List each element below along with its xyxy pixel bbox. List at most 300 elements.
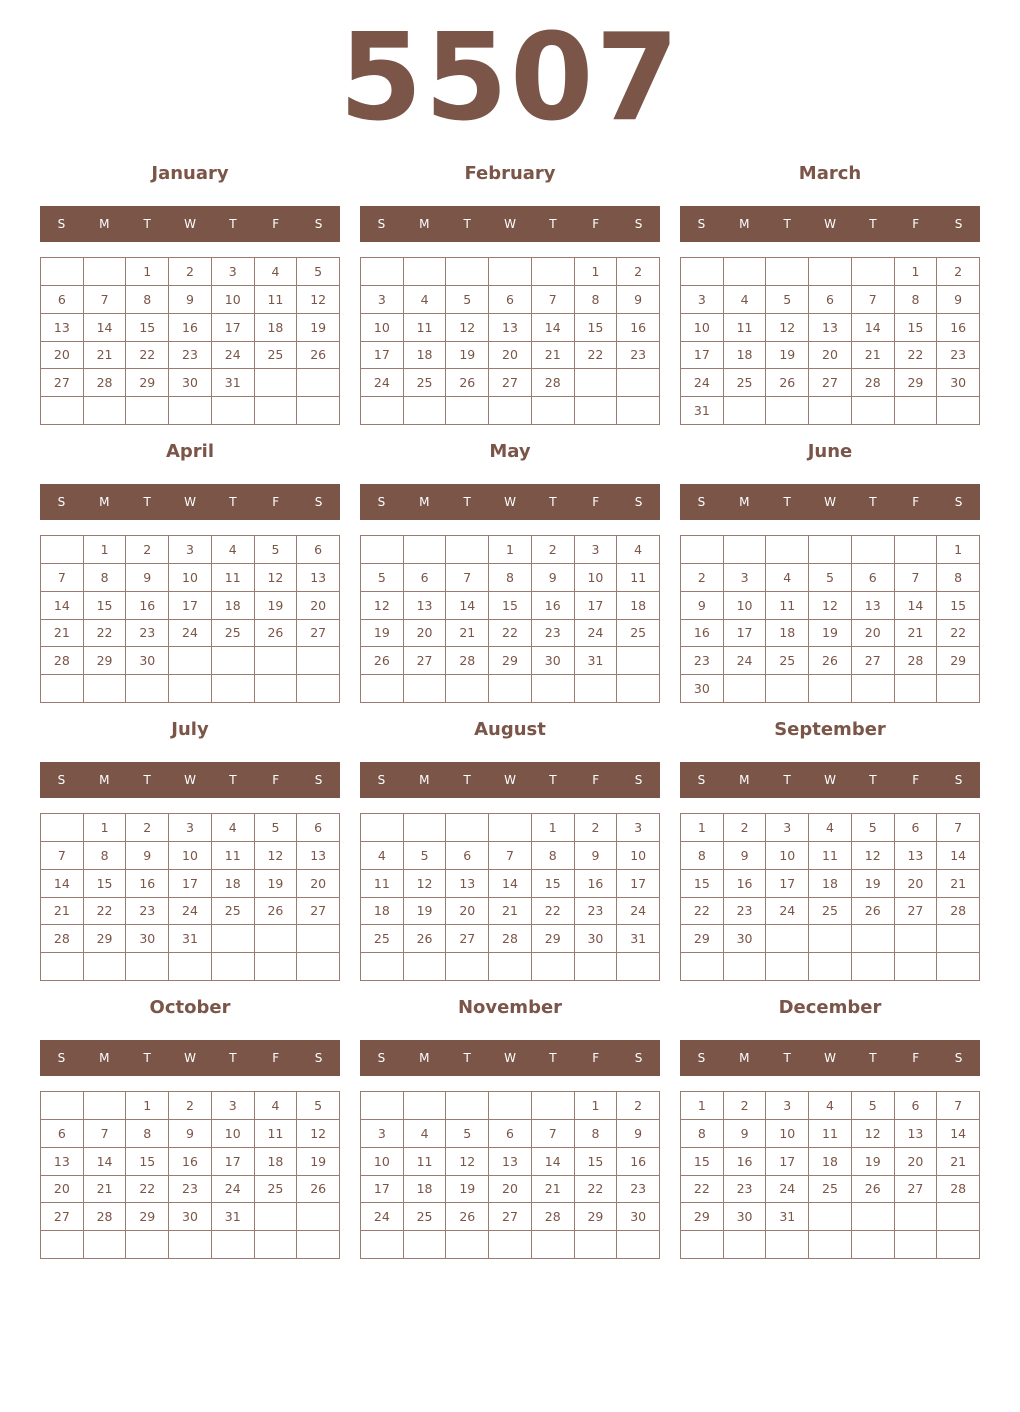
weekday-label: F [272, 495, 280, 509]
day-cell: 23 [575, 898, 618, 926]
day-cell: 17 [766, 870, 809, 898]
day-cell: 12 [404, 870, 447, 898]
day-cell: 24 [617, 898, 660, 926]
empty-cell [404, 258, 447, 286]
weekday-label: T [869, 495, 877, 509]
weekday-label: T [869, 217, 877, 231]
weekday-label: S [377, 495, 386, 509]
weekday-label: F [912, 1051, 920, 1065]
day-cell: 24 [169, 620, 212, 648]
empty-cell [297, 397, 340, 425]
day-cell: 4 [404, 286, 447, 314]
empty-cell [41, 675, 84, 703]
weekday-label: S [634, 217, 643, 231]
weekday-label: S [954, 217, 963, 231]
day-cell: 9 [617, 286, 660, 314]
empty-cell [255, 1203, 298, 1231]
day-cell: 26 [852, 1176, 895, 1204]
empty-cell [895, 536, 938, 564]
day-cell: 26 [809, 647, 852, 675]
empty-cell [489, 397, 532, 425]
day-cell: 11 [361, 870, 404, 898]
weekday-header [40, 1040, 340, 1076]
weekday-label: T [229, 217, 237, 231]
day-cell: 11 [809, 1120, 852, 1148]
day-cell: 5 [404, 842, 447, 870]
day-cell: 29 [532, 925, 575, 953]
day-cell: 5 [255, 536, 298, 564]
empty-cell [724, 953, 767, 981]
day-cell: 17 [212, 1148, 255, 1176]
day-cell: 12 [852, 1120, 895, 1148]
weekday-label: S [697, 773, 706, 787]
weekday-header [360, 206, 660, 242]
weekday-label: W [824, 217, 836, 231]
day-cell: 9 [617, 1120, 660, 1148]
weekday-label: S [377, 217, 386, 231]
day-cell: 30 [169, 1203, 212, 1231]
weekday-header [680, 484, 980, 520]
month-name: April [165, 441, 215, 462]
day-cell: 15 [126, 1148, 169, 1176]
day-cell: 9 [575, 842, 618, 870]
day-cell: 18 [212, 592, 255, 620]
weekday-label: S [377, 1051, 386, 1065]
weekday-label: W [184, 1051, 196, 1065]
empty-cell [41, 1092, 84, 1120]
empty-cell [41, 814, 84, 842]
weekday-label: F [272, 217, 280, 231]
day-cell: 26 [446, 1203, 489, 1231]
weekday-label: F [912, 495, 920, 509]
empty-cell [809, 397, 852, 425]
day-cell: 24 [212, 1176, 255, 1204]
month-name: January [151, 163, 229, 184]
day-cell: 28 [446, 647, 489, 675]
day-cell: 3 [361, 286, 404, 314]
weekday-label: W [504, 217, 516, 231]
weekday-label: T [463, 217, 471, 231]
day-cell: 15 [532, 870, 575, 898]
empty-cell [852, 536, 895, 564]
day-cell: 26 [766, 369, 809, 397]
day-cell: 14 [84, 314, 127, 342]
day-cell: 26 [446, 369, 489, 397]
day-cell: 13 [809, 314, 852, 342]
weekday-label: F [272, 773, 280, 787]
day-cell: 29 [489, 647, 532, 675]
day-cell: 21 [84, 342, 127, 370]
day-cell: 20 [489, 1176, 532, 1204]
day-cell: 3 [766, 1092, 809, 1120]
day-cell: 20 [489, 342, 532, 370]
day-cell: 10 [361, 1148, 404, 1176]
empty-cell [297, 675, 340, 703]
weekday-label: M [739, 773, 750, 787]
day-cell: 19 [255, 870, 298, 898]
day-cell: 6 [489, 1120, 532, 1148]
day-cell: 8 [126, 286, 169, 314]
day-cell: 5 [446, 286, 489, 314]
day-cell: 12 [255, 564, 298, 592]
day-cell: 14 [446, 592, 489, 620]
day-cell: 14 [937, 842, 980, 870]
day-cell: 4 [724, 286, 767, 314]
empty-cell [212, 925, 255, 953]
empty-cell [895, 1231, 938, 1259]
empty-cell [617, 953, 660, 981]
weekday-label: S [57, 217, 66, 231]
day-cell: 29 [126, 369, 169, 397]
day-grid [40, 257, 340, 425]
day-grid [40, 813, 340, 981]
weekday-label: W [504, 773, 516, 787]
day-cell: 15 [84, 870, 127, 898]
day-cell: 18 [766, 620, 809, 648]
weekday-label: T [463, 495, 471, 509]
weekday-label: W [504, 1051, 516, 1065]
weekday-label: S [377, 773, 386, 787]
day-cell: 31 [212, 1203, 255, 1231]
day-cell: 12 [809, 592, 852, 620]
day-cell: 7 [937, 814, 980, 842]
day-cell: 15 [84, 592, 127, 620]
empty-cell [84, 953, 127, 981]
day-cell: 19 [361, 620, 404, 648]
day-cell: 16 [724, 1148, 767, 1176]
day-cell: 27 [809, 369, 852, 397]
day-cell: 10 [724, 592, 767, 620]
empty-cell [361, 1231, 404, 1259]
day-cell: 14 [489, 870, 532, 898]
day-cell: 27 [297, 620, 340, 648]
day-cell: 22 [681, 898, 724, 926]
empty-cell [297, 647, 340, 675]
day-cell: 30 [617, 1203, 660, 1231]
weekday-label: T [143, 495, 151, 509]
day-cell: 21 [895, 620, 938, 648]
day-cell: 6 [489, 286, 532, 314]
day-cell: 21 [41, 620, 84, 648]
weekday-header [40, 206, 340, 242]
day-cell: 30 [532, 647, 575, 675]
day-cell: 20 [297, 870, 340, 898]
day-cell: 27 [852, 647, 895, 675]
weekday-label: W [824, 1051, 836, 1065]
month-name: July [171, 719, 209, 740]
day-cell: 28 [895, 647, 938, 675]
day-cell: 26 [404, 925, 447, 953]
weekday-label: S [314, 217, 323, 231]
day-cell: 28 [937, 898, 980, 926]
empty-cell [724, 1231, 767, 1259]
weekday-label: M [419, 1051, 430, 1065]
day-cell: 29 [937, 647, 980, 675]
empty-cell [169, 647, 212, 675]
day-cell: 3 [212, 1092, 255, 1120]
day-cell: 19 [446, 342, 489, 370]
day-cell: 2 [575, 814, 618, 842]
empty-cell [297, 925, 340, 953]
day-cell: 15 [681, 870, 724, 898]
empty-cell [84, 258, 127, 286]
day-cell: 24 [681, 369, 724, 397]
day-cell: 10 [361, 314, 404, 342]
weekday-label: M [419, 495, 430, 509]
weekday-label: F [912, 217, 920, 231]
empty-cell [212, 1231, 255, 1259]
empty-cell [852, 953, 895, 981]
day-cell: 3 [212, 258, 255, 286]
day-cell: 2 [532, 536, 575, 564]
day-cell: 7 [532, 1120, 575, 1148]
day-cell: 20 [41, 342, 84, 370]
day-cell: 23 [126, 898, 169, 926]
day-cell: 11 [255, 286, 298, 314]
day-cell: 12 [255, 842, 298, 870]
day-cell: 21 [41, 898, 84, 926]
day-grid [360, 535, 660, 703]
day-cell: 28 [84, 1203, 127, 1231]
empty-cell [724, 536, 767, 564]
day-cell: 24 [575, 620, 618, 648]
day-cell: 3 [617, 814, 660, 842]
day-cell: 10 [212, 1120, 255, 1148]
day-cell: 25 [212, 620, 255, 648]
empty-cell [809, 258, 852, 286]
empty-cell [361, 1092, 404, 1120]
day-cell: 3 [575, 536, 618, 564]
day-cell: 6 [809, 286, 852, 314]
day-cell: 6 [297, 536, 340, 564]
empty-cell [297, 953, 340, 981]
empty-cell [575, 953, 618, 981]
day-cell: 2 [617, 1092, 660, 1120]
day-cell: 18 [404, 1176, 447, 1204]
empty-cell [361, 258, 404, 286]
weekday-label: M [99, 773, 110, 787]
empty-cell [895, 925, 938, 953]
day-grid [40, 535, 340, 703]
empty-cell [575, 369, 618, 397]
day-cell: 7 [895, 564, 938, 592]
day-cell: 12 [852, 842, 895, 870]
empty-cell [255, 647, 298, 675]
day-cell: 1 [532, 814, 575, 842]
day-cell: 11 [809, 842, 852, 870]
day-cell: 7 [41, 842, 84, 870]
day-cell: 27 [297, 898, 340, 926]
day-cell: 20 [297, 592, 340, 620]
day-cell: 17 [724, 620, 767, 648]
day-cell: 10 [169, 842, 212, 870]
empty-cell [617, 647, 660, 675]
weekday-label: S [634, 773, 643, 787]
day-cell: 25 [212, 898, 255, 926]
weekday-label: T [229, 1051, 237, 1065]
empty-cell [361, 536, 404, 564]
day-cell: 24 [212, 342, 255, 370]
day-cell: 4 [212, 536, 255, 564]
day-cell: 19 [404, 898, 447, 926]
day-cell: 8 [489, 564, 532, 592]
month-name: June [807, 441, 853, 462]
day-cell: 6 [852, 564, 895, 592]
day-cell: 21 [937, 1148, 980, 1176]
day-grid [680, 257, 980, 425]
weekday-label: F [592, 495, 600, 509]
day-cell: 16 [724, 870, 767, 898]
weekday-label: S [314, 495, 323, 509]
day-cell: 24 [169, 898, 212, 926]
day-cell: 8 [126, 1120, 169, 1148]
empty-cell [766, 536, 809, 564]
weekday-label: T [783, 495, 791, 509]
day-cell: 19 [255, 592, 298, 620]
day-cell: 14 [532, 1148, 575, 1176]
day-cell: 28 [937, 1176, 980, 1204]
day-cell: 6 [41, 1120, 84, 1148]
empty-cell [41, 536, 84, 564]
day-grid [680, 535, 980, 703]
empty-cell [937, 675, 980, 703]
day-cell: 2 [681, 564, 724, 592]
day-cell: 1 [126, 258, 169, 286]
day-cell: 2 [126, 814, 169, 842]
day-cell: 21 [937, 870, 980, 898]
weekday-label: T [549, 495, 557, 509]
month-name: September [774, 719, 886, 740]
day-cell: 7 [84, 286, 127, 314]
month-name: October [149, 997, 231, 1018]
day-cell: 15 [681, 1148, 724, 1176]
day-cell: 18 [255, 314, 298, 342]
weekday-label: M [419, 217, 430, 231]
day-cell: 5 [852, 1092, 895, 1120]
day-cell: 24 [361, 369, 404, 397]
day-cell: 27 [404, 647, 447, 675]
day-cell: 12 [361, 592, 404, 620]
day-cell: 8 [575, 286, 618, 314]
empty-cell [297, 369, 340, 397]
day-cell: 1 [937, 536, 980, 564]
day-cell: 9 [937, 286, 980, 314]
empty-cell [212, 675, 255, 703]
weekday-header [40, 484, 340, 520]
day-cell: 1 [575, 1092, 618, 1120]
day-cell: 7 [852, 286, 895, 314]
weekday-label: S [314, 1051, 323, 1065]
day-grid [680, 1091, 980, 1259]
day-cell: 4 [212, 814, 255, 842]
day-cell: 11 [255, 1120, 298, 1148]
day-cell: 26 [297, 1176, 340, 1204]
weekday-label: T [463, 773, 471, 787]
empty-cell [446, 536, 489, 564]
day-cell: 5 [297, 258, 340, 286]
weekday-label: S [57, 495, 66, 509]
day-cell: 4 [404, 1120, 447, 1148]
empty-cell [404, 814, 447, 842]
empty-cell [169, 1231, 212, 1259]
day-cell: 15 [575, 1148, 618, 1176]
day-cell: 19 [297, 314, 340, 342]
weekday-label: T [143, 773, 151, 787]
day-cell: 29 [84, 925, 127, 953]
weekday-label: T [549, 217, 557, 231]
year-title: 5507 [339, 9, 681, 148]
empty-cell [809, 536, 852, 564]
day-cell: 31 [766, 1203, 809, 1231]
weekday-label: W [184, 217, 196, 231]
empty-cell [126, 397, 169, 425]
weekday-label: W [184, 773, 196, 787]
day-cell: 3 [766, 814, 809, 842]
day-cell: 10 [766, 1120, 809, 1148]
empty-cell [895, 1203, 938, 1231]
day-cell: 13 [297, 842, 340, 870]
day-cell: 26 [255, 620, 298, 648]
day-cell: 25 [404, 369, 447, 397]
weekday-label: T [549, 773, 557, 787]
day-cell: 17 [681, 342, 724, 370]
empty-cell [255, 369, 298, 397]
day-cell: 18 [809, 870, 852, 898]
day-cell: 22 [489, 620, 532, 648]
empty-cell [895, 953, 938, 981]
weekday-header [40, 762, 340, 798]
empty-cell [446, 814, 489, 842]
day-cell: 17 [169, 592, 212, 620]
day-cell: 11 [617, 564, 660, 592]
day-cell: 13 [41, 314, 84, 342]
day-cell: 18 [809, 1148, 852, 1176]
day-cell: 8 [937, 564, 980, 592]
empty-cell [532, 397, 575, 425]
day-cell: 30 [169, 369, 212, 397]
weekday-label: S [634, 495, 643, 509]
day-cell: 16 [169, 1148, 212, 1176]
day-cell: 16 [169, 314, 212, 342]
empty-cell [446, 1092, 489, 1120]
day-cell: 15 [575, 314, 618, 342]
month-name: December [778, 997, 882, 1018]
day-cell: 13 [895, 1120, 938, 1148]
day-cell: 30 [681, 675, 724, 703]
empty-cell [766, 925, 809, 953]
empty-cell [532, 258, 575, 286]
day-cell: 31 [681, 397, 724, 425]
day-cell: 2 [126, 536, 169, 564]
weekday-label: M [419, 773, 430, 787]
empty-cell [126, 675, 169, 703]
day-cell: 2 [617, 258, 660, 286]
empty-cell [724, 397, 767, 425]
day-cell: 12 [446, 1148, 489, 1176]
weekday-label: F [592, 1051, 600, 1065]
day-cell: 22 [575, 342, 618, 370]
day-cell: 5 [255, 814, 298, 842]
weekday-label: S [697, 1051, 706, 1065]
day-cell: 8 [681, 1120, 724, 1148]
day-cell: 21 [532, 1176, 575, 1204]
weekday-label: F [592, 217, 600, 231]
day-cell: 13 [489, 314, 532, 342]
empty-cell [937, 925, 980, 953]
empty-cell [852, 258, 895, 286]
empty-cell [404, 1092, 447, 1120]
day-cell: 12 [766, 314, 809, 342]
